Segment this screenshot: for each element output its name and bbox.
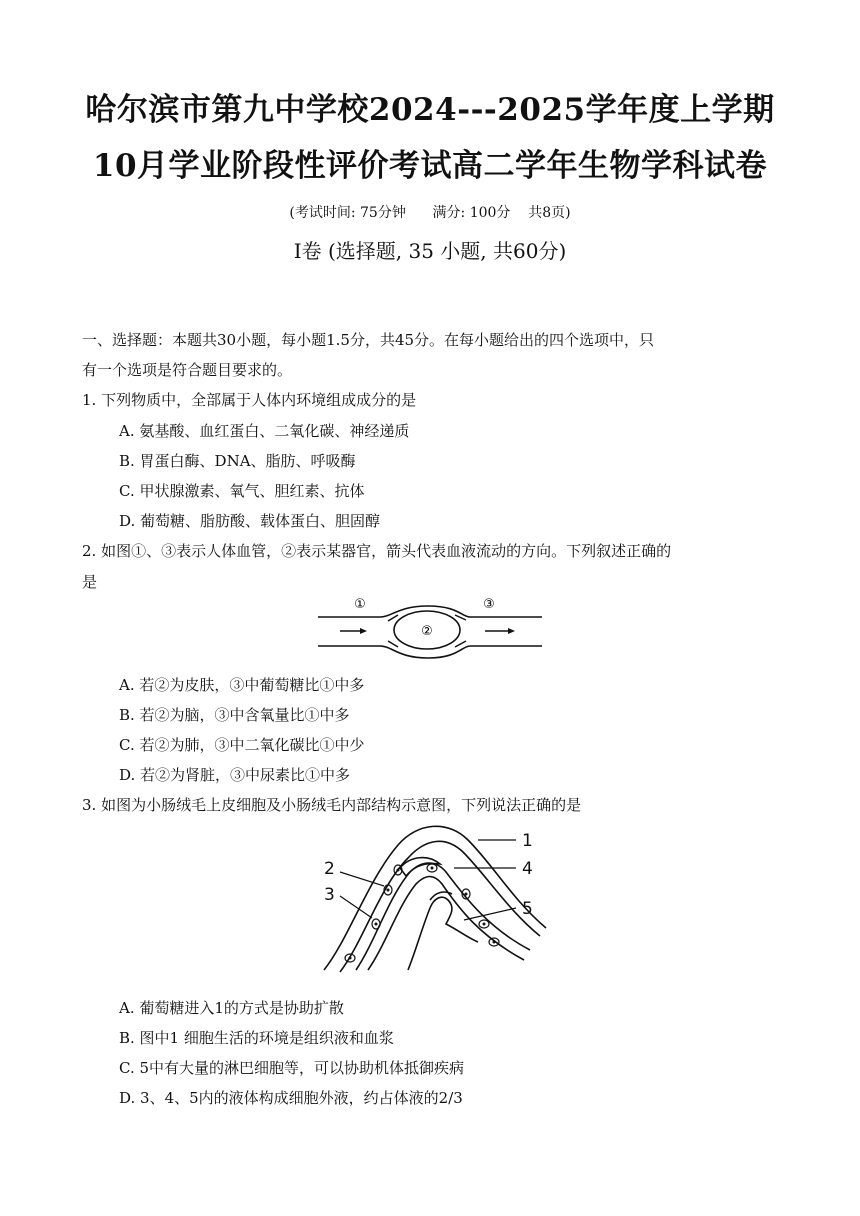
label-5: 5: [522, 899, 533, 919]
exam-title-line2: 10月学业阶段性评价考试高二学年生物学科试卷: [92, 148, 768, 184]
label-1: 1: [522, 831, 533, 851]
section-title: Ⅰ卷 (选择题, 35 小题, 共60分): [293, 239, 567, 263]
blood-vessel-organ-diagram: [310, 594, 550, 664]
exam-meta: (考试时间: 75分钟 满分: 100分 共8页): [289, 205, 571, 221]
question-1-option-b: B. 胃蛋白酶、DNA、脂肪、呼吸酶: [119, 452, 356, 470]
label-organ-2: ②: [421, 624, 433, 639]
question-1-option-c: C. 甲状腺激素、氧气、胆红素、抗体: [119, 482, 365, 500]
question-3-stem: 3. 如图为小肠绒毛上皮细胞及小肠绒毛内部结构示意图，下列说法正确的是: [82, 796, 582, 814]
label-3: 3: [324, 885, 335, 905]
question-2-stem-line1: 2. 如图①、③表示人体血管，②表示某器官，箭头代表血液流动的方向。下列叙述正确的: [82, 542, 672, 560]
question-1-stem: 1. 下列物质中，全部属于人体内环境组成成分的是: [82, 391, 417, 409]
label-vessel-1: ①: [354, 597, 366, 612]
question-2-option-c: C. 若②为肺，③中二氧化碳比①中少: [119, 736, 365, 754]
question-1-option-d: D. 葡萄糖、脂肪酸、载体蛋白、胆固醇: [119, 512, 381, 530]
label-2: 2: [324, 859, 335, 879]
question-2-stem-line2: 是: [82, 573, 98, 591]
label-vessel-3: ③: [483, 597, 495, 612]
question-2-option-d: D. 若②为肾脏，③中尿素比①中多: [119, 766, 351, 784]
question-3-option-d: D. 3、4、5内的液体构成细胞外液，约占体液的2/3: [119, 1089, 463, 1107]
question-2-option-a: A. 若②为皮肤，③中葡萄糖比①中多: [119, 676, 365, 694]
exam-title-line1: 哈尔滨市第九中学校2024---2025学年度上学期: [85, 92, 775, 128]
instructions-line2: 有一个选项是符合题目要求的。: [82, 361, 293, 379]
label-4: 4: [522, 859, 533, 879]
question-2-option-b: B. 若②为脑，③中含氧量比①中多: [119, 706, 350, 724]
question-3-option-b: B. 图中1 细胞生活的环境是组织液和血浆: [119, 1029, 394, 1047]
question-3-option-c: C. 5中有大量的淋巴细胞等，可以协助机体抵御疾病: [119, 1059, 465, 1077]
intestinal-villus-diagram: [318, 820, 550, 980]
question-1-option-a: A. 氨基酸、血红蛋白、二氧化碳、神经递质: [119, 422, 410, 440]
instructions-line1: 一、选择题：本题共30小题，每小题1.5分，共45分。在每小题给出的四个选项中，只: [82, 331, 655, 349]
question-3-option-a: A. 葡萄糖进入1的方式是协助扩散: [119, 999, 344, 1017]
